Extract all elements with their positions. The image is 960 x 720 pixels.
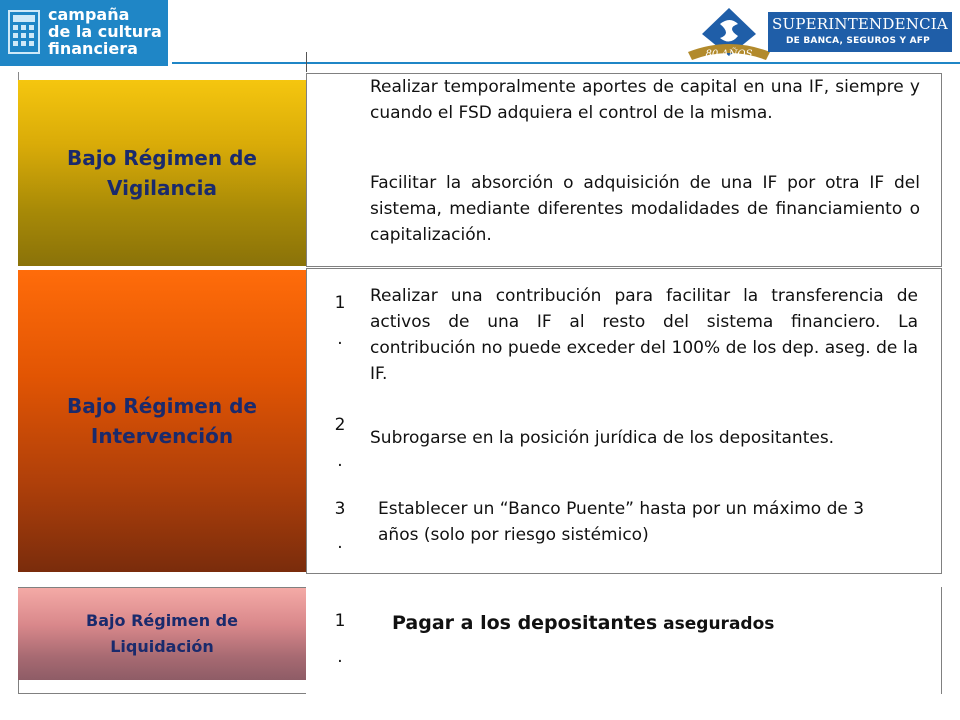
vigilancia-item-2: Facilitar la absorción o adquisición de una IF por otra IF del sistema, mediante diferentes modalidades de financiamiento o capitalización.: [370, 173, 920, 245]
section-intervencion-label: [18, 270, 306, 572]
sbs-anniversary-logo: [686, 6, 772, 62]
brand-banner: [0, 0, 168, 66]
header: [0, 0, 960, 66]
item-number: 1: [334, 293, 346, 313]
section-title-line: Bajo Régimen de: [67, 146, 257, 170]
brand-line: financiera: [48, 39, 138, 58]
liquidacion-item-strong: Pagar a los depositantes: [392, 612, 658, 634]
brand-line: campaña: [48, 5, 130, 24]
liquidacion-item-rest: asegurados: [657, 614, 775, 634]
section-title-line: Intervención: [90, 424, 234, 448]
item-number-dot: .: [337, 329, 343, 349]
sbs-years-text: 80 AÑOS: [705, 49, 753, 60]
item-number-dot: .: [337, 533, 343, 553]
section-vigilancia-label: [18, 80, 306, 266]
liquidacion-item-1: [392, 612, 774, 634]
item-number: 2: [334, 415, 346, 435]
section-title-line: Liquidación: [110, 637, 214, 656]
item-number: 1: [334, 611, 346, 631]
vigilancia-item-1: Realizar temporalmente aportes de capital en una IF, siempre y cuando el FSD adquiera el control de la misma.: [370, 77, 920, 123]
brand-line: de la cultura: [48, 22, 162, 41]
section-liquidacion-label: [18, 588, 306, 680]
section-title-line: Bajo Régimen de: [86, 611, 238, 630]
header-divider: [168, 0, 172, 66]
sbs-name: SUPERINTENDENCIA: [772, 15, 948, 33]
header-rule: [172, 62, 960, 64]
item-number-dot: .: [337, 451, 343, 471]
calculator-icon: [8, 10, 40, 54]
section-title-line: Vigilancia: [107, 176, 217, 200]
item-number-dot: .: [337, 647, 343, 667]
item-number: 3: [334, 499, 346, 519]
brand-title: [48, 6, 162, 57]
intervencion-item-1: Realizar una contribución para facilitar la transferencia de activos de una IF al resto del sistema financiero. La contribución no puede exceder del 100% de los dep. aseg. de la IF.: [370, 286, 918, 384]
spacer: [18, 72, 307, 80]
intervencion-item-3: Establecer un “Banco Puente” hasta por un máximo de 3 años (solo por riesgo sistémico): [378, 499, 865, 545]
section-title-line: Bajo Régimen de: [67, 394, 257, 418]
sbs-name-plate: [768, 12, 952, 52]
intervencion-item-2: Subrogarse en la posición jurídica de los depositantes.: [370, 428, 835, 448]
sbs-subtitle: DE BANCA, SEGUROS Y AFP: [786, 36, 930, 46]
section-liquidacion-content: [306, 587, 942, 694]
divider-line: [306, 52, 307, 74]
